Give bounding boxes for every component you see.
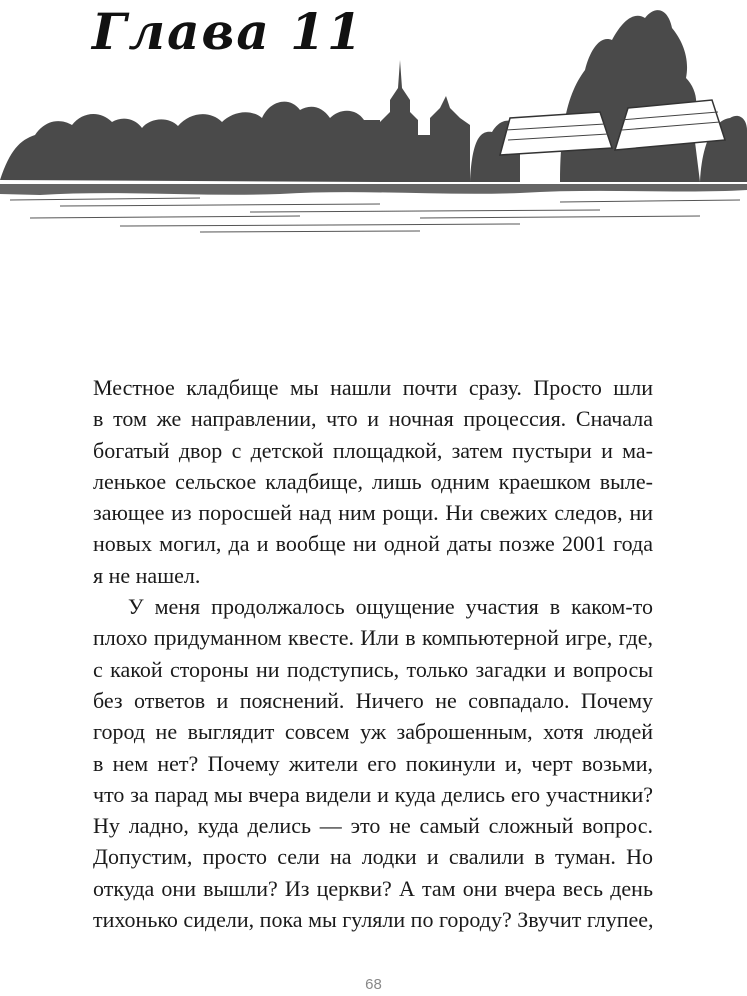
- text-line: Допустим, просто сели на лодки и свалили в туман. Но: [93, 844, 653, 870]
- chapter-title: Глава 11: [92, 2, 364, 61]
- text-line: в нем нет? Почему жители его покинули и, черт возьми,: [93, 750, 653, 776]
- paragraph-1: [93, 372, 653, 591]
- page-number: 68: [365, 976, 382, 993]
- text-line: зающее из поросшей над ним рощи. Ни свежих следов, ни: [93, 500, 653, 526]
- paragraph-2: [93, 591, 653, 935]
- body-text: [93, 372, 653, 935]
- text-line: ленькое сельское кладбище, лишь одним краешком выле-: [93, 468, 653, 494]
- text-line: откуда они вышли? Из церкви? А там они вчера весь день: [93, 875, 653, 901]
- text-line: Ну ладно, куда делись — это не самый сложный вопрос.: [93, 813, 653, 839]
- text-line: что за парад мы вчера видели и куда делись его участники?: [93, 781, 653, 807]
- text-line: город не выглядит совсем уж заброшенным, хотя людей: [93, 719, 653, 745]
- text-line: У меня продолжалось ощущение участия в каком-то: [128, 594, 653, 620]
- text-line: с какой стороны ни подступись, только загадки и вопросы: [93, 656, 653, 682]
- text-line: богатый двор с детской площадкой, затем пустыри и ма-: [93, 437, 653, 463]
- text-line: плохо придуманном квесте. Или в компьютерной игре, где,: [93, 625, 653, 651]
- text-line: тихонько сидели, пока мы гуляли по городу? Звучит глупее,: [93, 907, 654, 933]
- text-line: в том же направлении, что и ночная процессия. Сначала: [93, 406, 653, 432]
- text-line: без ответов и пояснений. Ничего не совпадало. Почему: [93, 687, 653, 713]
- text-line: новых могил, да и вообще ни одной даты позже 2001 года: [93, 531, 653, 557]
- text-line: Местное кладбище мы нашли почти сразу. Просто шли: [93, 375, 653, 400]
- text-line: я не нашел.: [93, 562, 201, 588]
